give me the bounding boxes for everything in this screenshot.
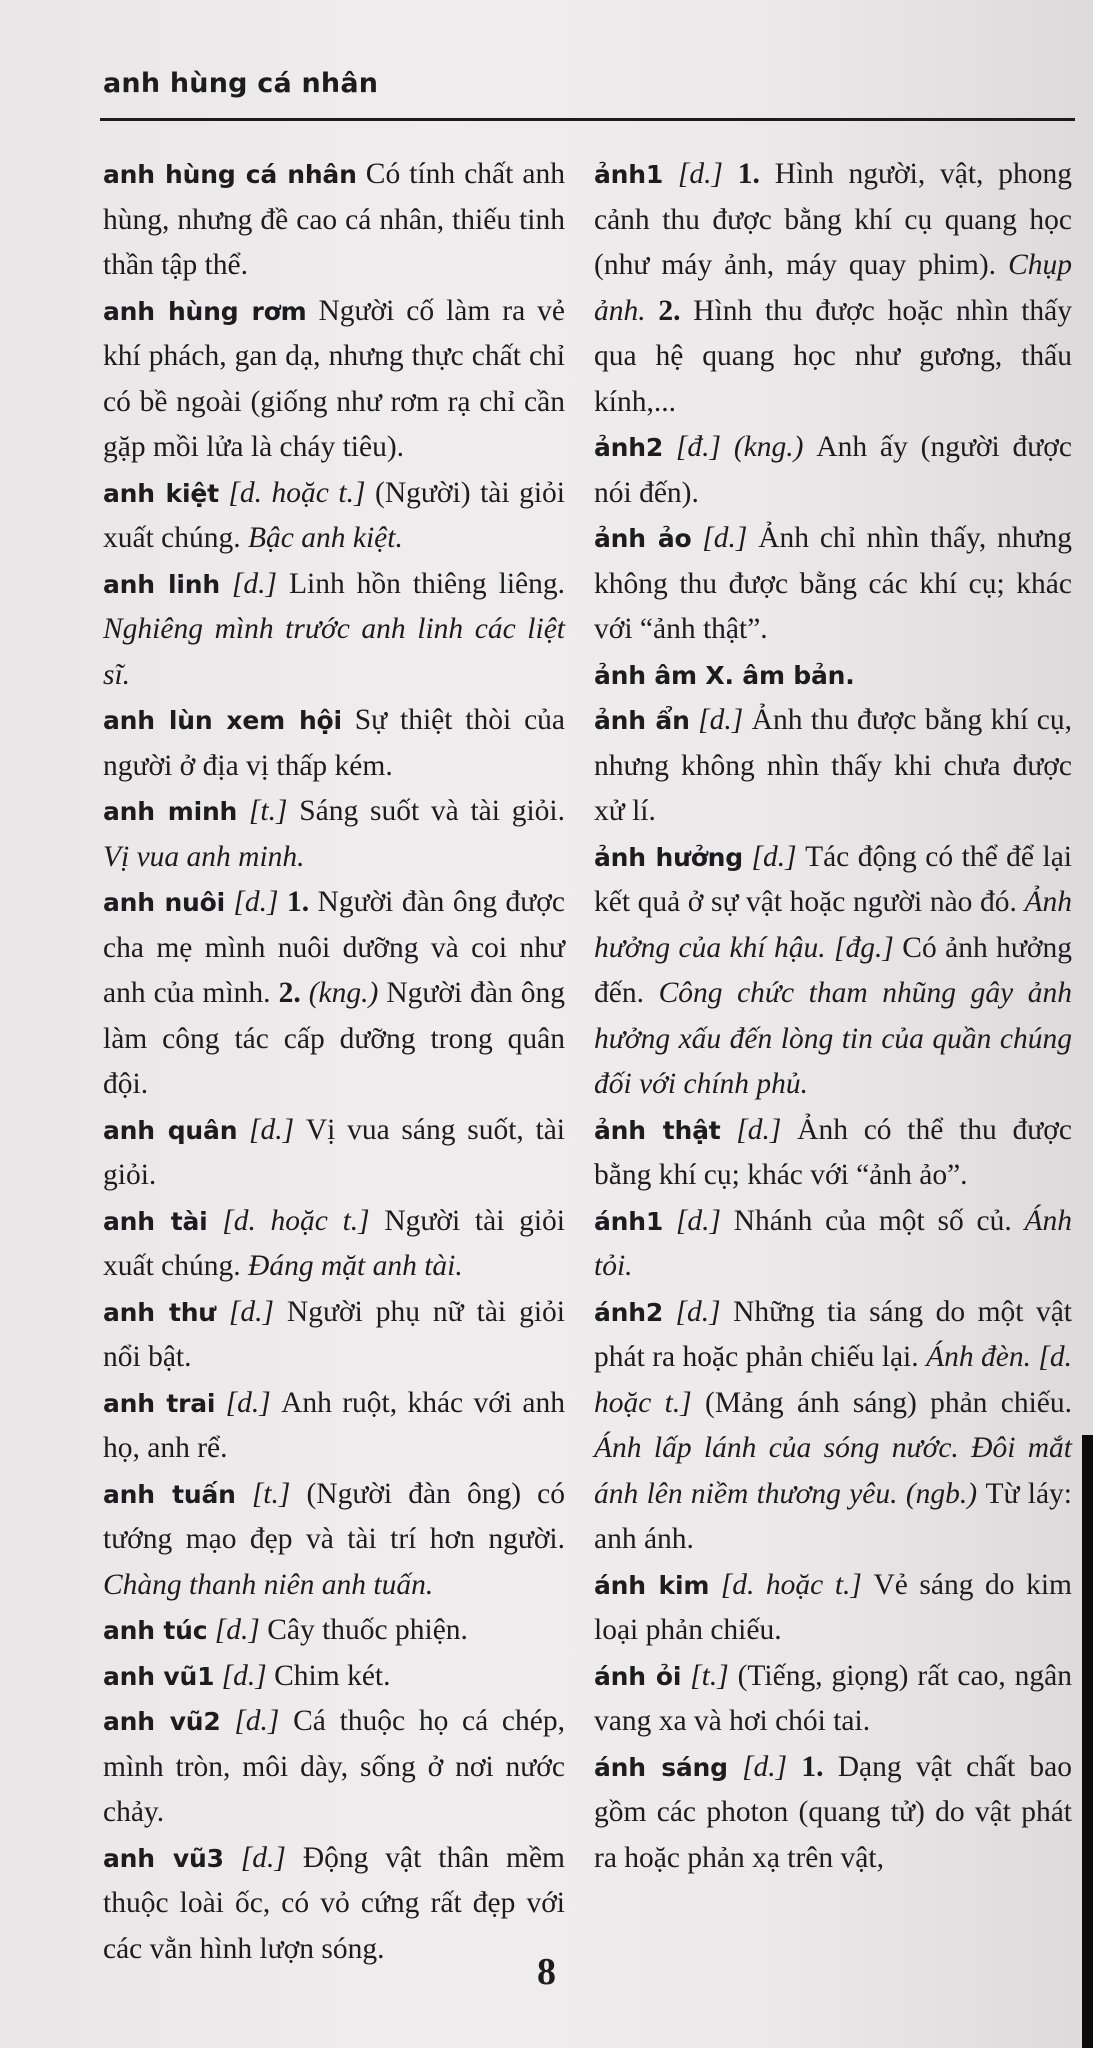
- dictionary-entry: [594, 516, 1072, 653]
- dictionary-entry: [103, 289, 565, 471]
- entry-example-or-tag: [đ.] (kng.): [663, 431, 817, 463]
- entry-headword: anh kiệt: [103, 478, 219, 508]
- entry-headword: anh nuôi: [103, 888, 225, 917]
- entry-headword: ảnh ẩn: [594, 706, 690, 735]
- entry-headword: ánh ỏi: [594, 1661, 682, 1691]
- entry-headword: anh hùng cá nhân: [103, 160, 357, 189]
- running-head: anh hùng cá nhân: [103, 68, 379, 99]
- entry-example-or-tag: [d.]: [663, 1204, 734, 1237]
- dictionary-entry: [594, 425, 1072, 516]
- left-column: [103, 152, 565, 1972]
- entry-definition: Có tính chất anh hùng, nhưng đề cao cá nhân, thiếu tinh thần tập thể.: [103, 158, 566, 281]
- dictionary-entry: [594, 698, 1072, 835]
- entry-definition: Ảnh thu được bằng khí cụ, nhưng không nhìn thấy khi chưa được xử lí.: [594, 704, 1072, 827]
- entry-definition: Những tia sáng do một vật phát ra hoặc phản chiếu lại.: [594, 1295, 1072, 1373]
- entry-example-or-tag: Bậc anh kiệt.: [248, 522, 403, 554]
- entry-definition: Hình thu được hoặc nhìn thấy qua hệ quang học như gương, thấu kính,...: [594, 294, 1072, 418]
- entry-example-or-tag: Ánh lấp lánh của sóng nước. Đôi mắt ánh lên niềm thương yêu. (ngb.): [594, 1432, 1072, 1510]
- header-rule: [100, 118, 1075, 121]
- entry-headword: anh lùn xem hội: [103, 706, 342, 735]
- entry-example-or-tag: [d.]: [689, 704, 752, 736]
- entry-example-or-tag: [d.]: [663, 158, 738, 190]
- entry-definition: Linh hồn thiêng liêng.: [288, 567, 565, 600]
- entry-example-or-tag: [d.]: [663, 1295, 734, 1328]
- dictionary-entry: [103, 152, 565, 289]
- homonym-index: 2: [645, 433, 664, 462]
- entry-headword: anh tài: [103, 1206, 208, 1236]
- entry-headword: ảnh: [594, 160, 646, 189]
- entry-example-or-tag: [d. hoặc t.]: [218, 476, 376, 509]
- entry-example-or-tag: [d.]: [207, 1614, 268, 1646]
- entry-headword: anh vũ: [103, 1707, 204, 1736]
- entry-headword: anh túc: [103, 1616, 208, 1645]
- entry-definition: [646, 295, 659, 327]
- entry-headword: ánh kim: [594, 1570, 710, 1600]
- dictionary-entry: [103, 1608, 565, 1654]
- dictionary-entry: [103, 471, 565, 562]
- entry-headword: ảnh thật: [594, 1115, 721, 1145]
- dictionary-entry: [103, 880, 565, 1108]
- sense-number: 1.: [737, 158, 760, 190]
- entry-headword: ánh: [594, 1206, 646, 1236]
- entry-definition: Anh ruột, khác với anh họ, anh rể.: [103, 1386, 565, 1464]
- entry-definition: Ảnh chỉ nhìn thấy, nhưng không thu được bằng các khí cụ; khác với “ảnh thật”.: [594, 522, 1073, 645]
- dictionary-entry: [594, 835, 1072, 1108]
- entry-definition: (Người đàn ông) có tướng mạo đẹp và tài trí hơn người.: [103, 1477, 565, 1555]
- entry-headword: ánh sáng: [594, 1752, 728, 1782]
- dictionary-entry: [594, 1199, 1072, 1290]
- entry-headword: ánh: [594, 1297, 646, 1327]
- entry-example-or-tag: Vị vua anh minh.: [103, 840, 305, 873]
- entry-example-or-tag: [d.]: [727, 1750, 802, 1783]
- entry-definition: Dạng vật chất bao gồm các photon (quang tử) do vật phát ra hoặc phản xạ trên vật,: [594, 1750, 1073, 1874]
- entry-definition: Cá thuộc họ cá chép, mình tròn, môi dày, sống ở nơi nước chảy.: [103, 1705, 565, 1828]
- dictionary-entry: [594, 1563, 1072, 1654]
- page-edge-shadow: [1082, 1435, 1093, 2048]
- entry-definition: Sáng suốt và tài giỏi.: [299, 795, 565, 827]
- entry-example-or-tag: [t.]: [235, 1477, 307, 1510]
- entry-example-or-tag: [d.]: [214, 1659, 275, 1692]
- entry-definition: Nhánh của một số củ.: [733, 1204, 1025, 1237]
- page-number: 8: [537, 1951, 556, 1993]
- entry-headword: anh quân: [103, 1115, 238, 1145]
- entry-definition: Có ảnh hưởng đến.: [594, 931, 1072, 1009]
- entry-example-or-tag: [d. hoặc t.]: [709, 1568, 874, 1601]
- dictionary-entry: [103, 1654, 565, 1700]
- dictionary-entry: [103, 1199, 565, 1290]
- dictionary-entry: [594, 1290, 1072, 1563]
- entry-definition: [826, 932, 834, 964]
- entry-example-or-tag: Ảnh hưởng của khí hậu.: [594, 886, 1072, 964]
- entry-definition: Tác động có thể để lại kết quả ở sự vật hoặc người nào đó.: [594, 840, 1072, 918]
- entry-example-or-tag: Nghiêng mình trước anh linh các liệt sĩ.: [103, 613, 565, 691]
- entry-definition: (Người) tài giỏi xuất chúng.: [103, 476, 565, 554]
- entry-definition: Vị vua sáng suốt, tài giỏi.: [103, 1113, 565, 1191]
- right-column: [594, 152, 1072, 1881]
- entry-example-or-tag: Ánh đèn. [d. hoặc t.]: [594, 1341, 1073, 1419]
- entry-definition: Ảnh có thể thu được bằng khí cụ; khác với “ảnh ảo”.: [594, 1113, 1072, 1191]
- entry-headword: ảnh hưởng: [594, 842, 743, 872]
- dictionary-entry: [103, 698, 565, 789]
- entry-example-or-tag: [đg.]: [834, 931, 903, 964]
- dictionary-entry: [594, 1745, 1072, 1882]
- dictionary-entry: [594, 653, 1072, 699]
- dictionary-entry: [594, 152, 1072, 425]
- dictionary-entry: [103, 1381, 565, 1472]
- entry-example-or-tag: (kng.): [300, 977, 387, 1009]
- entry-example-or-tag: [d.]: [237, 1113, 306, 1146]
- entry-definition: Chim két.: [274, 1659, 391, 1692]
- entry-headword: ảnh ảo: [594, 524, 692, 553]
- sense-number: 2.: [278, 977, 301, 1009]
- entry-headword: anh vũ: [103, 1661, 198, 1691]
- entry-headword: anh thư: [103, 1297, 216, 1327]
- homonym-index: 2: [645, 1297, 664, 1327]
- entry-example-or-tag: Chụp ảnh.: [594, 249, 1072, 327]
- entry-example-or-tag: [t.]: [237, 795, 300, 827]
- entry-definition: Sự thiệt thòi của người ở địa vị thấp kém.: [103, 704, 566, 782]
- dictionary-entry: [103, 1472, 565, 1609]
- entry-definition: Động vật thân mềm thuộc loài ốc, có vỏ cứng rất đẹp với các vằn hình lượn sóng.: [103, 1841, 565, 1965]
- entry-example-or-tag: [d.]: [223, 1841, 303, 1874]
- entry-example-or-tag: [d.]: [720, 1113, 798, 1146]
- homonym-index: 1: [645, 1206, 664, 1236]
- entry-definition: Người cố làm ra vẻ khí phách, gan dạ, nhưng thực chất chỉ có bề ngoài (giống như rơm rạ chỉ cần gặp mồi lửa là cháy tiêu).: [103, 294, 565, 463]
- entry-definition: Người phụ nữ tài giỏi nổi bật.: [103, 1295, 565, 1373]
- dictionary-entry: [103, 562, 565, 699]
- dictionary-entry: [594, 1654, 1072, 1745]
- entry-example-or-tag: Ánh tỏi.: [594, 1204, 1072, 1282]
- entry-example-or-tag: [d. hoặc t.]: [207, 1204, 385, 1237]
- entry-definition: Từ láy: anh ánh.: [594, 1477, 1073, 1555]
- sense-number: 2.: [658, 294, 681, 327]
- entry-example-or-tag: [t.]: [681, 1659, 738, 1692]
- entry-definition: Hình người, vật, phong cảnh thu được bằng khí cụ quang học (như máy ảnh, máy quay phim).: [594, 158, 1072, 281]
- entry-example-or-tag: Công chức tham nhũng gây ảnh hưởng xấu đến lòng tin của quần chúng đối với chính phủ.: [594, 977, 1073, 1100]
- dictionary-entry: [103, 1290, 565, 1381]
- entry-example-or-tag: [d.]: [220, 1705, 294, 1737]
- entry-definition: (Tiếng, giọng) rất cao, ngân vang xa và hơi chói tai.: [594, 1659, 1072, 1737]
- dictionary-entry: [594, 1108, 1072, 1199]
- entry-headword: anh vũ: [103, 1843, 207, 1873]
- entry-headword: anh minh: [103, 797, 238, 826]
- entry-example-or-tag: [d.]: [215, 1295, 287, 1328]
- sense-number: 1.: [801, 1750, 824, 1783]
- entry-example-or-tag: [d.]: [224, 886, 287, 918]
- entry-headword: anh hùng rơm: [103, 296, 307, 326]
- entry-example-or-tag: [d.]: [215, 1386, 282, 1419]
- entry-headword: ảnh: [594, 433, 646, 462]
- entry-definition: Người tài giỏi xuất chúng.: [103, 1204, 565, 1282]
- entry-headword: anh linh: [103, 569, 220, 599]
- dictionary-entry: [103, 789, 565, 880]
- entry-definition: (Mảng ánh sáng) phản chiếu.: [705, 1386, 1072, 1419]
- entry-headword: ảnh âm X. âm bản.: [594, 660, 855, 690]
- entry-definition: Anh ấy (người được nói đến).: [594, 431, 1072, 509]
- entry-example-or-tag: Đáng mặt anh tài.: [248, 1250, 463, 1282]
- entry-headword: anh tuấn: [103, 1479, 236, 1509]
- dictionary-entry: [103, 1108, 565, 1199]
- entry-definition: Vẻ sáng do kim loại phản chiếu.: [594, 1568, 1072, 1646]
- sense-number: 1.: [286, 886, 310, 918]
- homonym-index: 3: [206, 1843, 224, 1873]
- entry-example-or-tag: Chàng thanh niên anh tuấn.: [103, 1568, 434, 1601]
- dictionary-entry: [103, 1699, 565, 1836]
- entry-definition: Cây thuốc phiện.: [267, 1614, 468, 1646]
- homonym-index: 1: [645, 160, 664, 189]
- entry-example-or-tag: [d.]: [219, 567, 289, 600]
- homonym-index: 2: [203, 1707, 221, 1736]
- entry-headword: anh trai: [103, 1388, 216, 1418]
- entry-definition: Người đàn ông làm công tác cấp dưỡng trong quân đội.: [103, 977, 565, 1100]
- entry-definition: Người đàn ông được cha mẹ mình nuôi dưỡng và coi như anh của mình.: [103, 886, 565, 1009]
- homonym-index: 1: [197, 1661, 215, 1691]
- entry-example-or-tag: [d.]: [742, 840, 806, 873]
- entry-example-or-tag: [d.]: [691, 522, 759, 554]
